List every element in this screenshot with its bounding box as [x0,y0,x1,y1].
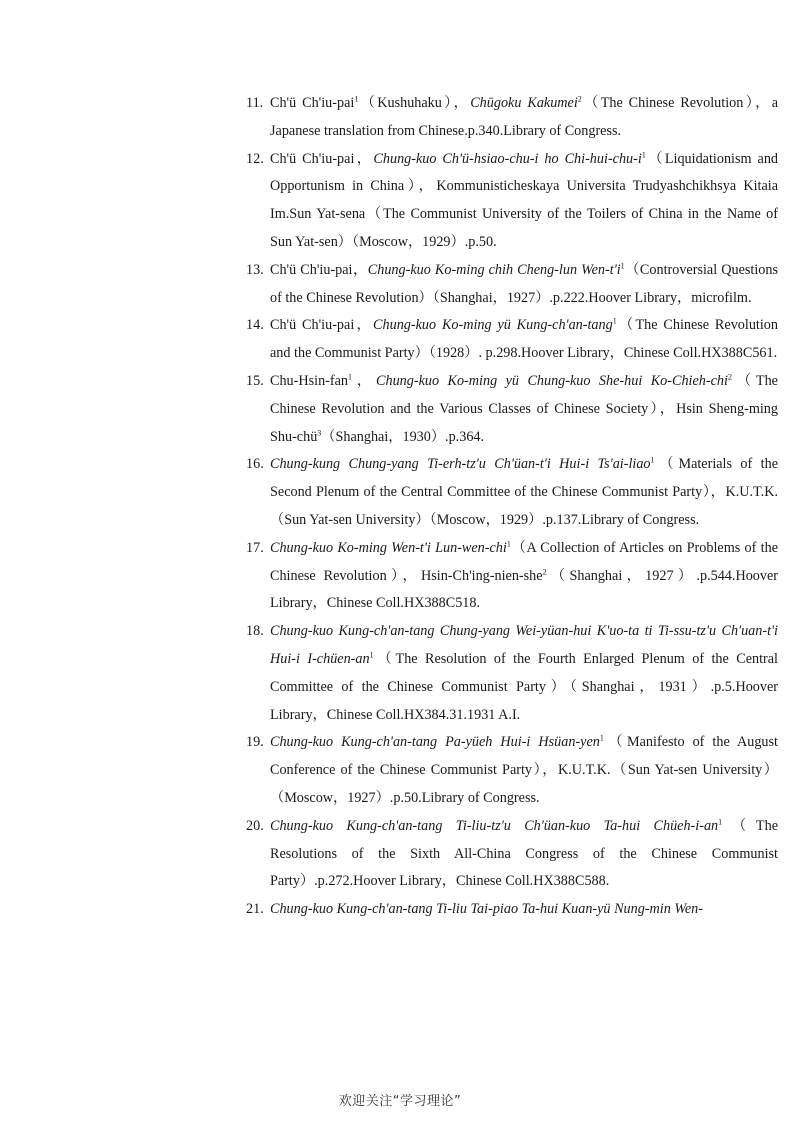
reference-entry [246,451,778,534]
reference-text [270,535,778,618]
reference-entry [246,146,778,257]
footnote-marker: 1 [718,816,723,826]
reference-number: 19. [246,734,264,751]
work-title: Chung-kuo Ko-ming Wen-t'i Lun-wen-chi [270,539,507,556]
reference-entry [246,896,778,924]
reference-text [270,451,778,534]
reference-number: 15. [246,372,264,389]
reference-entry [246,618,778,729]
citation-text: （Kushuhaku）， [358,95,471,111]
citation-text: （Liquidationism and Opportunism in China），Kommunisticheskaya Universita Trudyashchikhsya Kitaia Im.Sun Yat-sena（The Communist University of the Toilers of China in the Name of Sun Yat-sen）（Moscow，1929）.p.50. [270,150,779,250]
reference-number: 21. [246,901,264,918]
reference-entry [246,257,778,313]
reference-entry [246,90,778,146]
reference-text [270,146,778,257]
reference-text [270,813,778,896]
citation-text: Ch'ü Ch'iu-pai， [270,317,374,334]
footnote-marker: 1 [641,149,646,159]
citation-text: Ch'ü Ch'iu-pai [270,95,355,111]
reference-entry [246,813,778,896]
reference-entry [246,368,778,451]
citation-text: （Shanghai，1927）.p.544.Hoover Library，Chinese Coll.HX388C518. [270,567,778,612]
reference-number: 11. [246,95,264,111]
citation-text: （Manifesto of the August Conference of the Chinese Communist Party），K.U.T.K.（Sun Yat-sen University）（Moscow，1927）.p.50.Library of Congress. [270,734,778,806]
reference-number: 14. [246,317,264,334]
footnote-marker: 1 [506,539,511,549]
citation-text: （The Chinese Revolution），a Japanese translation from Chinese.p.340.Library of Congress. [270,95,778,139]
citation-text: ， [352,372,377,389]
reference-number: 18. [246,623,264,640]
reference-number: 13. [246,261,264,278]
footnote-marker: 1 [650,455,655,465]
citation-text: （Materials of the Second Plenum of the Central Committee of the Chinese Communist Party），K.U.T.K.（Sun Yat-sen University）（Moscow，1929）.p.137.Library of Congress. [270,456,778,528]
work-title: Chung-kuo Kung-ch'an-tang Chung-yang Wei-yüan-hui K'uo-ta ti Ti-ssu-tz'u Ch'uan-t'i Hui-i I-chüen-an [270,623,778,667]
footnote-marker: 1 [348,372,353,382]
footnote-marker: 1 [599,733,604,743]
work-title: Chung-kuo Ko-ming yü Chung-kuo She-hui Ko-Chieh-chi [376,372,728,389]
citation-text: （Controversial Questions of the Chinese Revolution）（Shanghai，1927）.p.222.Hoover Library，microfilm. [270,261,778,306]
citation-text: Chu-Hsin-fan [270,372,349,389]
citation-text: （Shanghai，1930）.p.364. [321,428,485,445]
reference-number: 17. [246,539,264,556]
footnote-marker: 1 [620,261,625,271]
reference-text [270,312,778,368]
citation-text: （A Collection of Articles on Problems of the Chinese Revolution），Hsin-Ch'ing-nien-she [270,539,779,584]
reference-number: 20. [246,817,264,834]
reference-list [246,90,778,924]
citation-text: （The Resolutions of the Sixth All-China Congress of the Chinese Communist Party）.p.272.Hoover Library，Chinese Coll.HX388C588. [270,817,778,890]
reference-number: 12. [246,150,264,167]
footnote-marker: 1 [369,650,374,660]
footnote-marker: 2 [727,372,732,382]
footnote-marker: 1 [612,316,617,326]
page-footer: 欢迎关注“学习理论” [338,1094,462,1109]
work-title: Chūgoku Kakumei [470,95,578,111]
reference-number: 16. [246,456,264,473]
work-title: Chung-kuo Ko-ming yü Kung-ch'an-tang [373,317,613,334]
work-title: Chung-kuo Ch'ü-hsiao-chu-i ho Chi-hui-chu-i [373,150,642,167]
citation-text: （The Resolution of the Fourth Enlarged Plenum of the Central Committee of the Chinese Communist Party）（Shanghai，1931）.p.5.Hoover Library，Chinese Coll.HX384.31.1931 A.I. [270,650,778,723]
reference-entry [246,312,778,368]
work-title: Chung-kuo Kung-ch'an-tang Pa-yüeh Hui-i Hsüan-yen [270,734,600,751]
work-title: Chung-kuo Kung-ch'an-tang Ti-liu Tai-piao Ta-hui Kuan-yü Nung-min Wen- [270,901,703,918]
reference-text [270,618,778,729]
footnote-marker: 2 [542,566,547,576]
citation-text: Ch'ü Ch'iu-pai， [270,150,374,167]
footnote-marker: 1 [354,94,359,104]
citation-text: Ch'ü Ch'iu-pai， [270,261,368,278]
reference-text [270,896,778,924]
reference-text [270,368,778,451]
work-title: Chung-kuo Kung-ch'an-tang Ti-liu-tz'u Ch'üan-kuo Ta-hui Chüeh-i-an [270,817,719,834]
reference-entry [246,535,778,618]
work-title: Chung-kung Chung-yang Ti-erh-tz'u Ch'üan-t'i Hui-i Ts'ai-liao [270,456,651,473]
footnote-marker: 3 [317,427,322,437]
reference-entry [246,729,778,812]
work-title: Chung-kuo Ko-ming chih Cheng-lun Wen-t'i [367,261,621,278]
citation-text: （The Chinese Revolution and the Various Classes of Chinese Society），Hsin Sheng-ming Shu-chü [270,372,778,445]
footnote-marker: 2 [577,94,582,104]
citation-text: （The Chinese Revolution and the Communist Party）（1928）. p.298.Hoover Library，Chinese Coll.HX388C561. [270,317,778,362]
reference-text [270,90,778,146]
reference-text [270,729,778,812]
reference-text [270,257,778,313]
